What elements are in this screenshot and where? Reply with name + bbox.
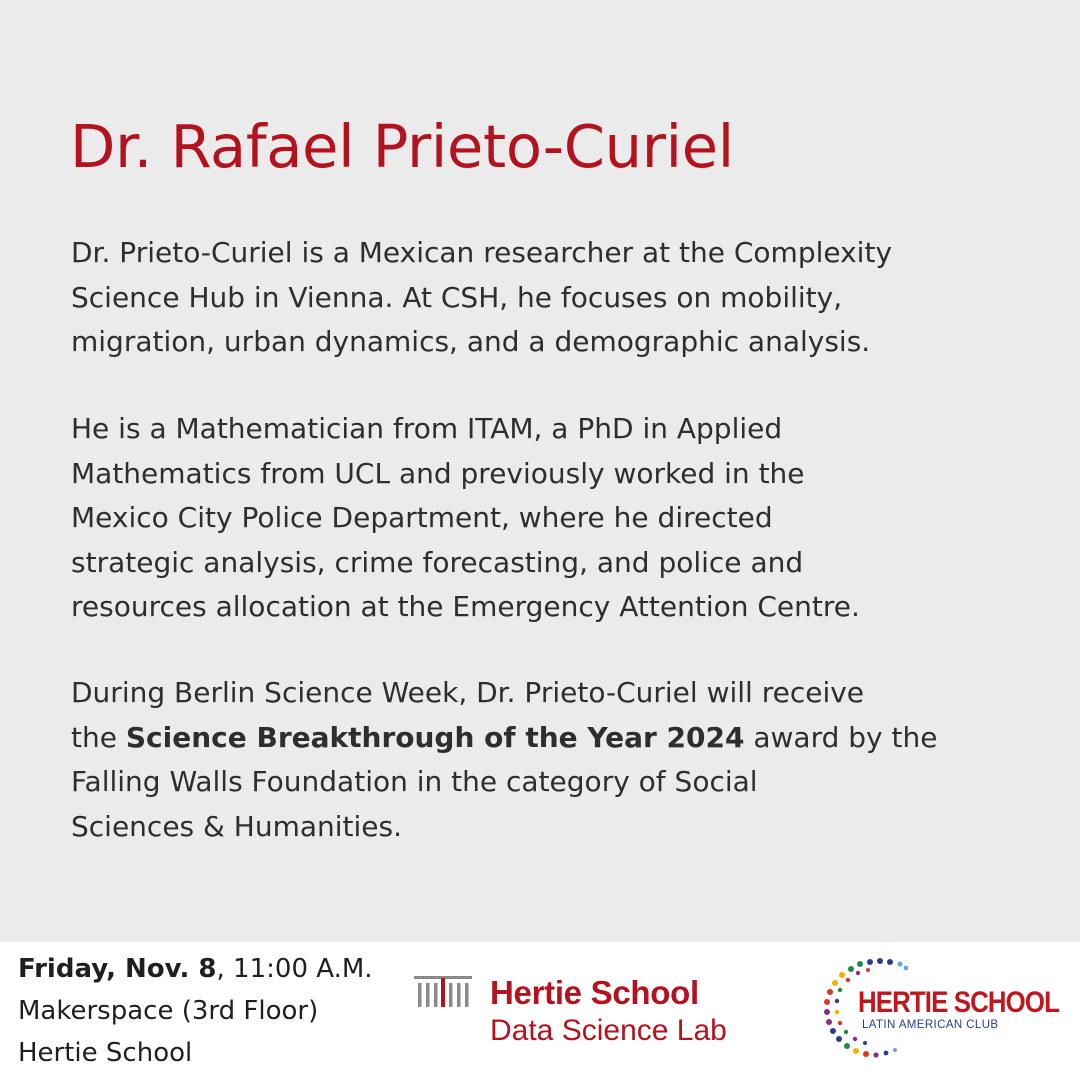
- dsl-logo-name: Hertie School: [490, 974, 699, 1011]
- hertie-building-icon: [414, 976, 472, 1010]
- text-line: strategic analysis, crime forecasting, and police and: [71, 545, 804, 579]
- event-room: Makerspace (3rd Floor): [18, 996, 319, 1026]
- lac-logo-name: HERTIE SCHOOL: [858, 986, 1059, 1019]
- latin-american-club-logo: [818, 956, 1059, 1066]
- page-title: Dr. Rafael Prieto-Curiel: [70, 112, 734, 181]
- lac-logo-subtitle: LATIN AMERICAN CLUB: [862, 1019, 999, 1031]
- event-datetime: [18, 948, 373, 990]
- text-line: During Berlin Science Week, Dr. Prieto-Curiel will receive: [71, 676, 865, 709]
- bio-paragraph-background: [71, 407, 1051, 630]
- data-science-lab-logo: [414, 972, 774, 1052]
- footer: [0, 942, 1080, 1080]
- text-line: Dr. Prieto-Curiel is a Mexican researcher at the Complexity: [71, 236, 893, 269]
- event-time: , 11:00 A.M.: [216, 954, 373, 984]
- text-line: He is a Mathematician from ITAM, a PhD in Applied: [71, 412, 783, 445]
- bio-paragraph-award: [71, 671, 1051, 849]
- text-line: Mexico City Police Department, where he directed: [71, 501, 773, 534]
- text-line: Falling Walls Foundation in the category of Social: [71, 765, 758, 798]
- award-name: Science Breakthrough of the Year 2024: [125, 720, 745, 754]
- event-details: [18, 948, 373, 1074]
- text-segment: award by the: [744, 720, 938, 754]
- event-date: Friday, Nov. 8: [18, 954, 217, 984]
- text-line: Mathematics from UCL and previously worked in the: [71, 456, 805, 490]
- event-venue: Hertie School: [18, 1038, 193, 1068]
- text-line: Sciences & Humanities.: [71, 809, 402, 843]
- bio-paragraph-research: [71, 231, 1051, 365]
- dsl-logo-subtitle: Data Science Lab: [490, 1014, 727, 1047]
- text-line: Science Hub in Vienna. At CSH, he focuses on mobility,: [71, 280, 843, 314]
- text-segment: the: [71, 720, 126, 754]
- text-line: resources allocation at the Emergency Attention Centre.: [71, 590, 860, 623]
- text-line: [71, 716, 1051, 761]
- text-line: migration, urban dynamics, and a demographic analysis.: [71, 325, 871, 358]
